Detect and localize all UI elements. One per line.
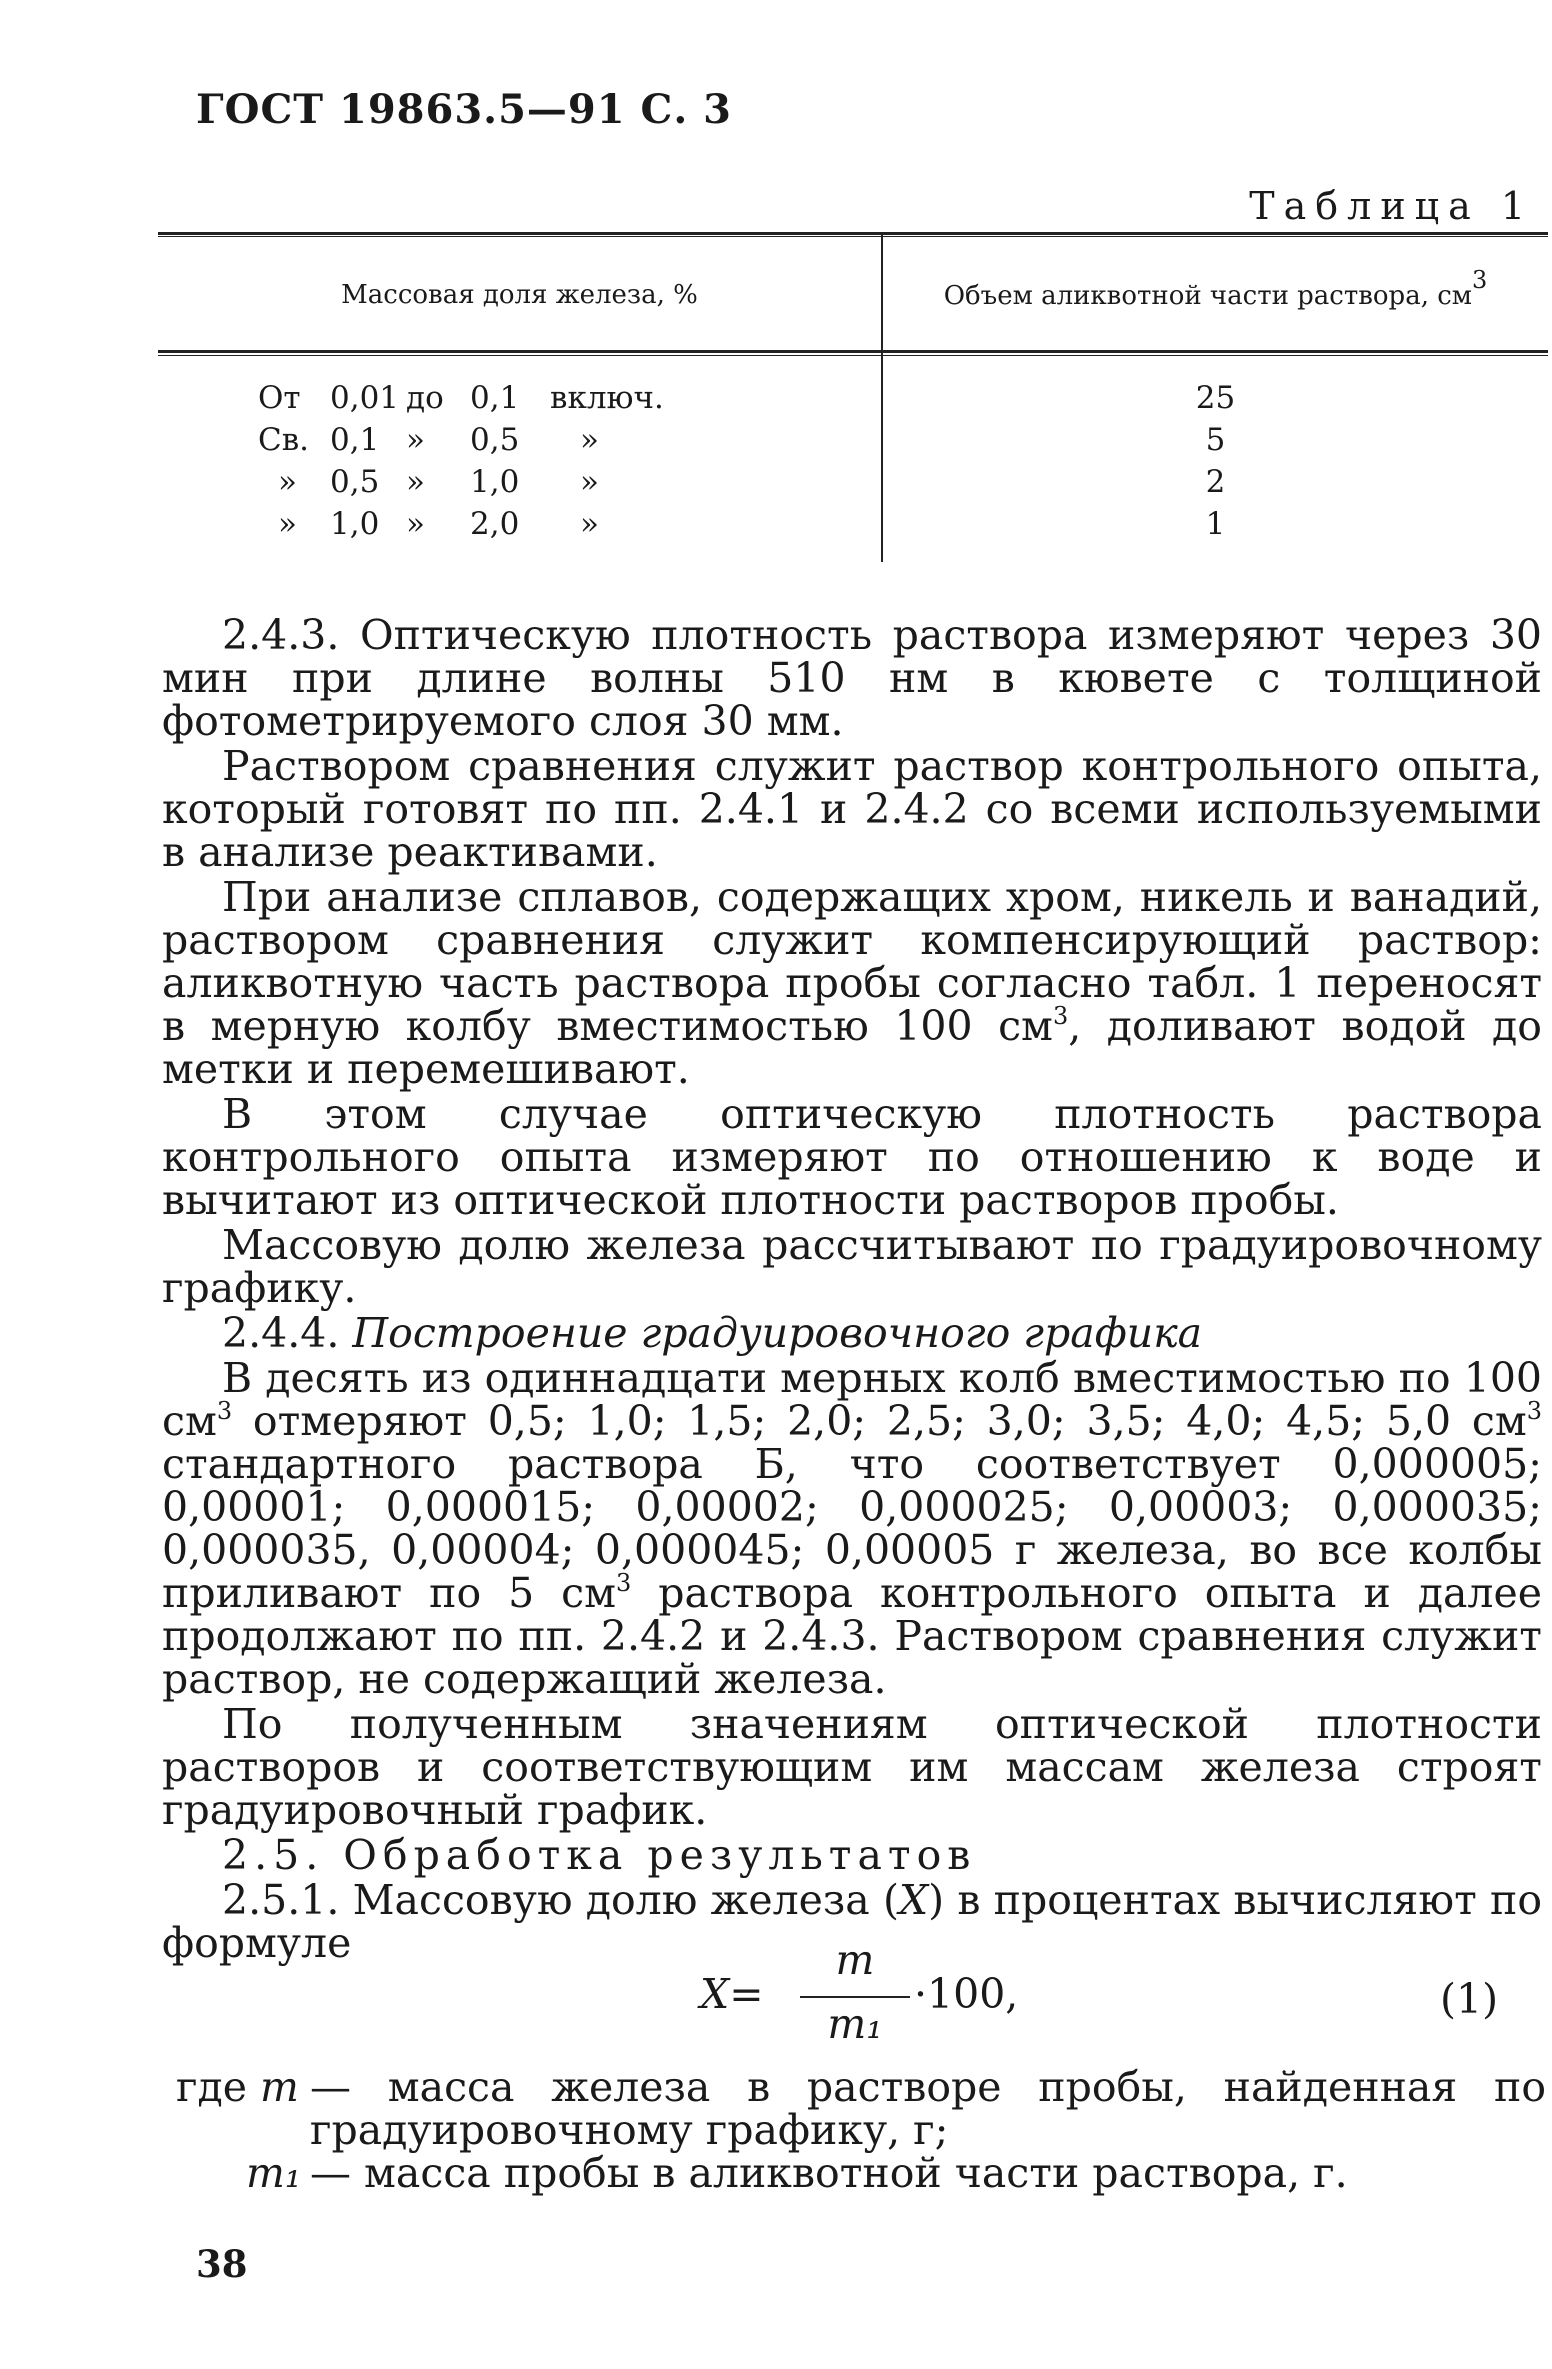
paragraph-mass-fraction-calc: Массовую долю железа рассчитывают по градуировочному графику. xyxy=(162,1221,1542,1312)
paragraph-2-4-3: 2.4.3. Оптическую плотность раствора измеряют через 30 мин при длине волны 510 нм в кювете с толщиной фотометрируемого слоя 30 мм. xyxy=(162,611,1542,745)
table-cell-volume: 1 xyxy=(1205,506,1226,542)
row-prefix: » xyxy=(278,506,297,542)
table-caption: Таблица 1 xyxy=(1249,184,1534,228)
desc-m: — масса железа в растворе пробы, найденная по градуировочному графику, г; xyxy=(310,2063,1546,2154)
row-from: 0,5 xyxy=(330,464,380,500)
where-lead: где xyxy=(176,2063,247,2111)
row-suffix: включ. xyxy=(550,380,664,416)
row-sep: до xyxy=(406,380,444,416)
paragraph-calibration-graph: По полученным значениям оптической плотности растворов и соответствующим им массам железа строят градуировочный график. xyxy=(162,1700,1542,1834)
where-block xyxy=(176,2063,1546,2197)
row-suffix: » xyxy=(580,506,599,542)
heading-2-4-4-title: Построение градуировочного графика xyxy=(352,1309,1203,1357)
row-to: 1,0 xyxy=(470,464,520,500)
table-header-mass-fraction: Массовая доля железа, % xyxy=(341,280,698,310)
table-1 xyxy=(158,232,1548,562)
equation-number: (1) xyxy=(1440,1975,1499,2023)
where-m xyxy=(176,2063,1546,2154)
formula-denominator: m₁ xyxy=(827,2000,883,2048)
table-cell-volume: 5 xyxy=(1205,422,1226,458)
row-sep: » xyxy=(406,506,425,542)
row-suffix: » xyxy=(580,464,599,500)
page-number: 38 xyxy=(196,2242,248,2286)
row-suffix: » xyxy=(580,422,599,458)
table-top-rule-2 xyxy=(158,236,1548,237)
formula-1 xyxy=(700,1936,1019,2048)
formula-rhs: ·100, xyxy=(914,1970,1019,2018)
row-from: 0,1 xyxy=(330,422,380,458)
fraction-bar xyxy=(800,1996,910,1998)
table-cell-volume: 2 xyxy=(1205,464,1226,500)
row-from: 0,01 xyxy=(330,380,400,416)
paragraph-this-case: В этом случае оптическую плотность раствора контрольного опыта измеряют по отношению к воде и вычитают из оптической плотности растворов пробы. xyxy=(162,1090,1542,1224)
body-text xyxy=(162,611,1542,1967)
table-header-rule xyxy=(158,350,1548,353)
row-sep: » xyxy=(406,464,425,500)
table-cell-volume: 25 xyxy=(1195,380,1236,416)
heading-2-4-4: 2.4.4. Построение градуировочного графика xyxy=(222,1309,1203,1357)
row-to: 2,0 xyxy=(470,506,520,542)
table-top-rule xyxy=(158,232,1548,235)
row-to: 0,1 xyxy=(470,380,520,416)
row-prefix: Св. xyxy=(258,422,310,458)
formula-numerator: m xyxy=(835,1936,875,1984)
table-header-aliquot-volume: Объем аликвотной части раствора, $см^3$ xyxy=(943,266,1488,311)
table-header-rule-2 xyxy=(158,355,1548,356)
row-prefix: » xyxy=(278,464,297,500)
row-from: 1,0 xyxy=(330,506,380,542)
row-prefix: От xyxy=(258,380,301,416)
symbol-m: m xyxy=(260,2063,299,2111)
paragraph-alloy-analysis: При анализе сплавов, содержащих хром, никель и ванадий, раствором сравнения служит компенсирующий раствор: аликвотную часть раствора пробы согласно табл. 1 переносят в мерную колбу вместимостью 100 $см^3$, доливают водой до метки и перемешивают. xyxy=(162,873,1542,1093)
page-header: ГОСТ 19863.5—91 С. 3 xyxy=(196,86,733,133)
paragraph-ten-flasks: В десять из одиннадцати мерных колб вместимостью по 100 $см^3$ отмеряют 0,5; 1,0; 1,5; 2,0; 2,5; 3,0; 3,5; 4,0; 4,5; 5,0 $см^3$ стандартного раствора Б, что соответствует 0,000005; 0,00001; 0,000015; 0,00002; 0,000025; 0,00003; 0,000035; 0,000035, 0,00004; 0,000045; 0,00005 г железа, во все колбы приливают по 5 $см^3$ раствора контрольного опыта и далее продолжают по пп. 2.4.2 и 2.4.3. Раствором сравнения служит раствор, не содержащий железа. xyxy=(162,1354,1542,1703)
paragraph-2-5-1: 2.5.1. Массовую долю железа (X) в процентах вычисляют по формуле xyxy=(162,1876,1542,1967)
where-m1 xyxy=(176,2149,1546,2197)
paragraph-comparison-solution: Раствором сравнения служит раствор контрольного опыта, который готовят по пп. 2.4.1 и 2.4.2 со всеми используемыми в анализе реактивами. xyxy=(162,742,1542,876)
row-to: 0,5 xyxy=(470,422,520,458)
desc-m1: — масса пробы в аликвотной части раствора, г. xyxy=(310,2149,1348,2197)
row-sep: » xyxy=(406,422,425,458)
symbol-m1: m₁ xyxy=(246,2149,302,2197)
heading-2-5: 2.5. Обработка результатов xyxy=(222,1831,977,1879)
formula-lhs: X= xyxy=(700,1970,764,2018)
